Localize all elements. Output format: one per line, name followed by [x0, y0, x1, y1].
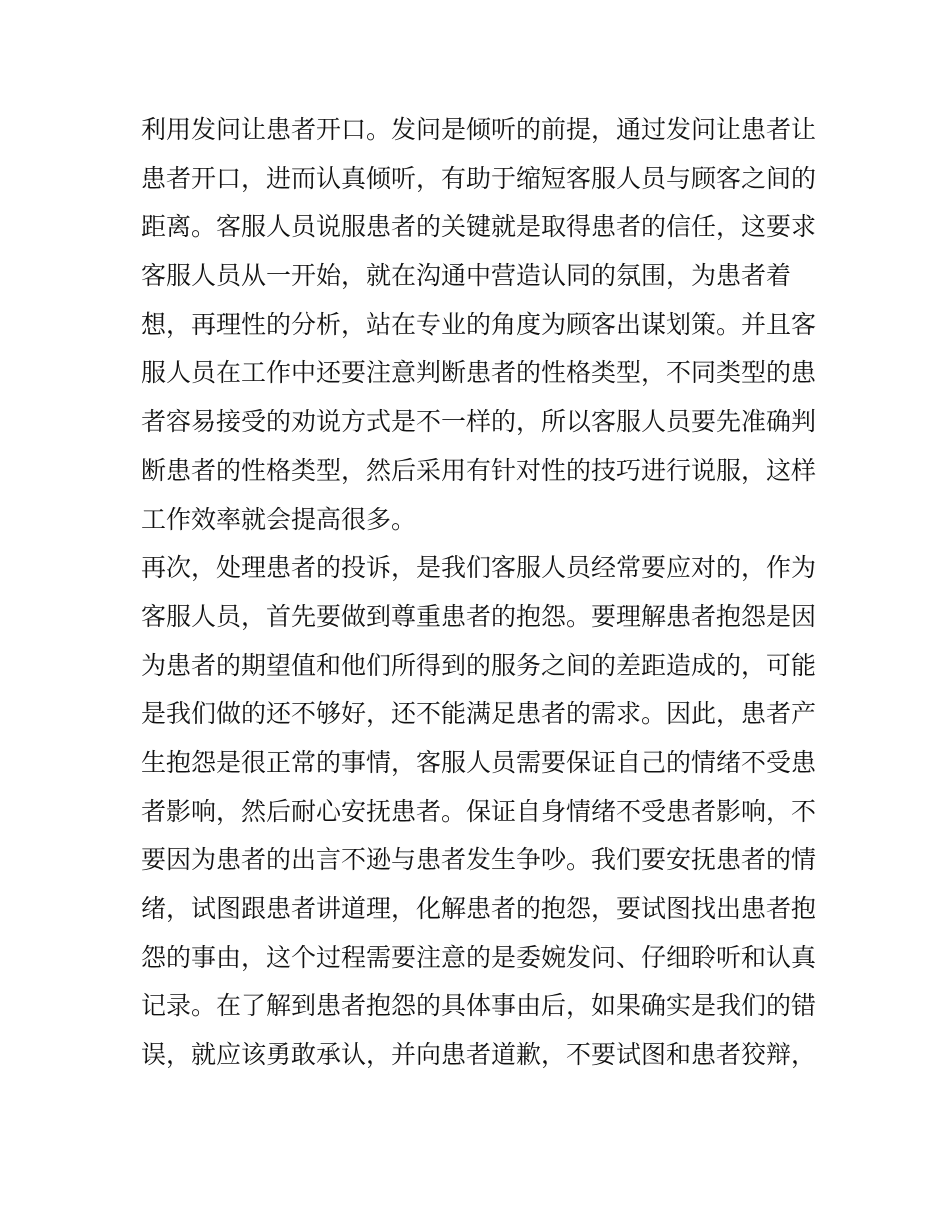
text-line: 断患者的性格类型，然后采用有针对性的技巧进行说服，这样 — [141, 455, 817, 485]
text-line: 工作效率就会提高很多。 — [141, 504, 417, 534]
text-line: 客服人员从一开始，就在沟通中营造认同的氛围，为患者着 — [141, 261, 792, 291]
text-line: 生抱怨是很正常的事情，客服人员需要保证自己的情绪不受患 — [141, 747, 817, 777]
body-text — [141, 106, 821, 1080]
text-line: 服人员在工作中还要注意判断患者的性格类型，不同类型的患 — [141, 358, 817, 388]
text-line: 想，再理性的分析，站在专业的角度为顾客出谋划策。并且客 — [141, 309, 817, 339]
text-line: 利用发问让患者开口。发问是倾听的前提，通过发问让患者让 — [141, 115, 817, 144]
text-line: 怨的事由，这个过程需要注意的是委婉发问、仔细聆听和认真 — [141, 942, 817, 972]
text-line: 要因为患者的出言不逊与患者发生争吵。我们要安抚患者的情 — [141, 845, 817, 875]
text-line: 是我们做的还不够好，还不能满足患者的需求。因此，患者产 — [141, 699, 817, 729]
text-line: 者影响，然后耐心安抚患者。保证自身情绪不受患者影响，不 — [141, 796, 817, 826]
text-line: 患者开口，进而认真倾听，有助于缩短客服人员与顾客之间的 — [141, 163, 817, 193]
text-line: 为患者的期望值和他们所得到的服务之间的差距造成的，可能 — [141, 650, 817, 680]
text-line: 记录。在了解到患者抱怨的具体事由后，如果确实是我们的错 — [141, 991, 817, 1021]
text-line: 再次，处理患者的投诉，是我们客服人员经常要应对的，作为 — [141, 553, 817, 583]
text-line: 客服人员，首先要做到尊重患者的抱怨。要理解患者抱怨是因 — [141, 601, 817, 631]
text-line: 绪，试图跟患者讲道理，化解患者的抱怨，要试图找出患者抱 — [141, 894, 817, 923]
text-line: 距离。客服人员说服患者的关键就是取得患者的信任，这要求 — [141, 212, 817, 242]
text-line: 者容易接受的劝说方式是不一样的，所以客服人员要先准确判 — [141, 407, 817, 437]
text-line: 误，就应该勇敢承认，并向患者道歉，不要试图和患者狡辩， — [141, 1040, 817, 1070]
